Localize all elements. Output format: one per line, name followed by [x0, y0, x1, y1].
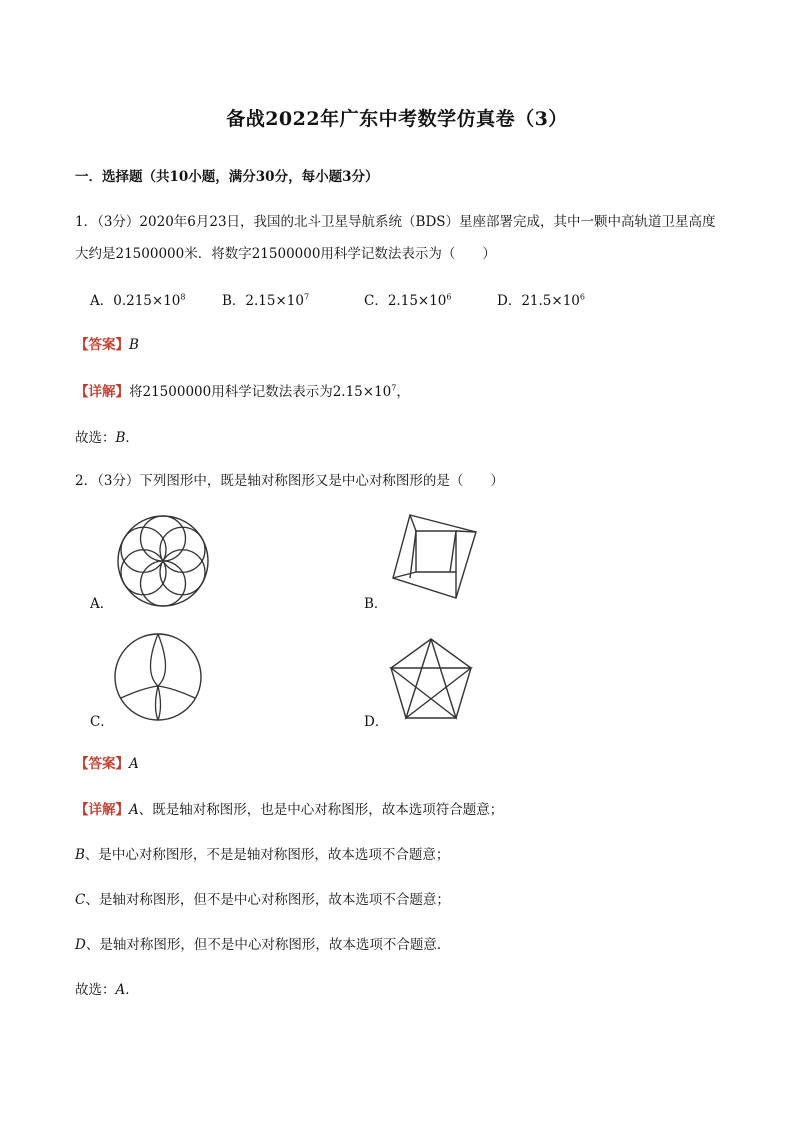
answer-tag: 【答案】: [75, 756, 129, 772]
answer-letter: B: [129, 337, 139, 353]
detail-tag: 【详解】: [75, 384, 129, 400]
figure-b-squares: [390, 512, 480, 602]
q1-option-c: C．$2.15\times 10^6$: [364, 292, 452, 309]
q2-detail-c: C、是轴对称图形，但不是中心对称图形，故本选项不合题意；: [75, 892, 450, 908]
q1-option-b: B．$2.15\times 10^7$: [222, 292, 310, 309]
answer-letter: A: [129, 756, 139, 772]
q1-stem-line2: 大约是21500000米．将数字21500000用科学记数法表示为（ ）: [75, 246, 496, 262]
q2-choose: 故选：A．: [75, 982, 139, 998]
figure-c-label: C．: [90, 714, 114, 730]
q2-detail-b: B、是中心对称图形，不是是轴对称图形，故本选项不合题意；: [75, 847, 450, 863]
section-heading: 一．选择题（共10小题，满分30分，每小题3分）: [75, 169, 379, 185]
q2-stem: 2．（3分）下列图形中，既是轴对称图形又是中心对称图形的是（ ）: [75, 473, 504, 489]
figure-b-label: B．: [364, 596, 388, 612]
q2-detail-d: D、是轴对称图形，但不是中心对称图形，故本选项不合题意．: [75, 937, 451, 953]
q1-option-d: D．$21.5\times 10^6$: [497, 292, 585, 309]
figure-a-flower: [116, 514, 210, 608]
figure-c-three-arcs: [113, 632, 203, 722]
detail-tag: 【详解】: [75, 802, 129, 818]
figure-d-label: D．: [364, 714, 389, 730]
q2-answer: [75, 752, 139, 772]
q2-detail-a: 【详解】A、既是轴对称图形，也是中心对称图形，故本选项符合题意；: [75, 802, 504, 818]
figure-d-pentagram: [387, 636, 475, 722]
q1-option-a: A．$0.215\times 10^8$: [90, 292, 186, 309]
q1-answer: [75, 333, 139, 353]
q1-stem-line1: 1．（3分）2020年6月23日，我国的北斗卫星导航系统（BDS）星座部署完成，其中一颗中高轨道卫星高度: [75, 214, 716, 230]
q1-choose: 故选：B．: [75, 430, 139, 446]
q1-detail: 【详解】将21500000用科学记数法表示为$2.15\times 10^7$，: [75, 383, 410, 400]
answer-tag: 【答案】: [75, 337, 129, 353]
figure-a-label: A．: [90, 596, 114, 612]
page-title: 备战2022年广东中考数学仿真卷（3）: [226, 108, 568, 130]
